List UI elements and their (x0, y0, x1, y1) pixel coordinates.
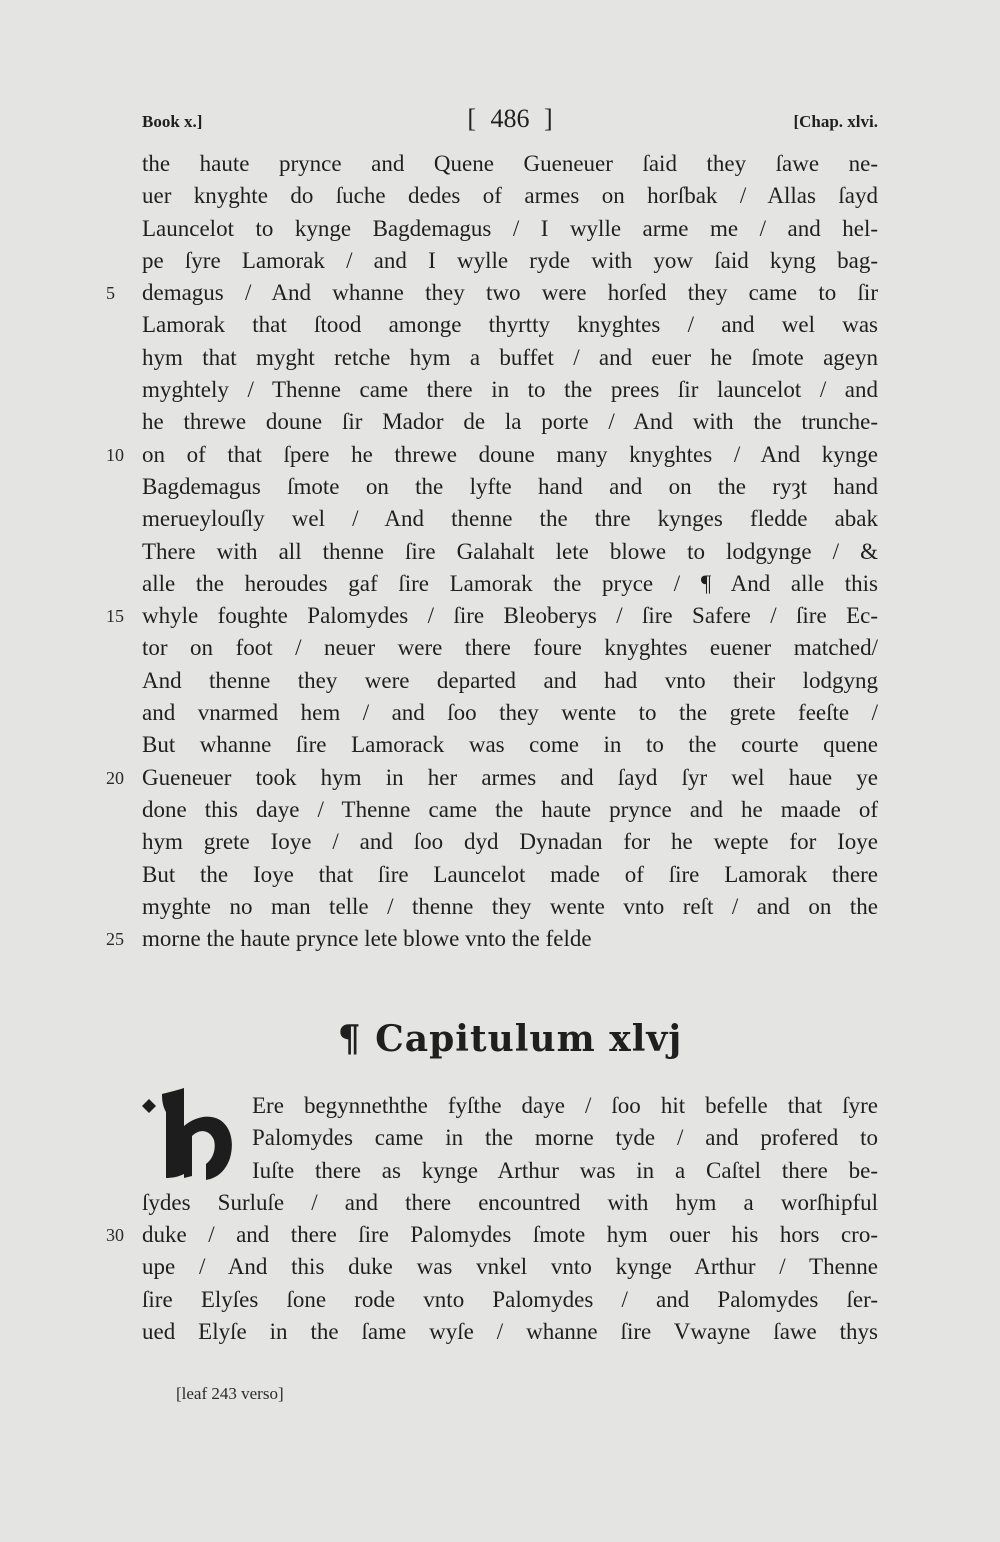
line-text: done this daye / Thenne came the haute prynce and he maade of (142, 796, 878, 822)
text-line (142, 632, 878, 664)
line-text: myghte no man telle / thenne they wente vnto reſt / and on the (142, 893, 878, 919)
text-line (142, 826, 878, 858)
text-line (142, 729, 878, 761)
text-line (142, 794, 878, 826)
line-text: merueylouſly wel / And thenne the thre kynges fledde abak (142, 506, 878, 532)
text-line (106, 277, 878, 309)
line-text: But the Ioye that ſire Launcelot made of ſire Lamorak there (142, 861, 878, 887)
text-line (142, 148, 878, 180)
text-line (142, 665, 878, 697)
text-line (106, 439, 878, 471)
line-text: There with all thenne ſire Galahalt lete blowe to lodgynge / & (142, 538, 878, 564)
line-number: 30 (106, 1225, 124, 1246)
page-number: [ 486 ] (467, 104, 553, 133)
line-number: 25 (106, 929, 124, 950)
text-line (142, 697, 878, 729)
text-line (142, 1251, 878, 1283)
line-text: morne the haute prynce lete blowe vnto the felde (142, 926, 592, 952)
line-text: he threwe doune ſir Mador de la porte / And with the trunche- (142, 409, 878, 435)
leaf-note: [leaf 243 verso] (176, 1384, 284, 1403)
line-text: ued Elyſe in the ſame wyſe / whanne ſire Vwayne ſawe thys (142, 1319, 878, 1345)
line-text: and vnarmed hem / and ſoo they wente to the grete feeſte / (142, 700, 878, 726)
line-text: hym grete Ioye / and ſoo dyd Dynadan for he wepte for Ioye (142, 829, 878, 855)
line-number: 10 (106, 444, 124, 465)
text-line (252, 1155, 878, 1187)
text-line (142, 503, 878, 535)
line-text: Ere begynneththe fyſthe daye / ſoo hit befelle that ſyre (252, 1093, 878, 1118)
text-line (106, 600, 878, 632)
book-label: Book x.] (142, 112, 203, 131)
line-text: Lamorak that ſtood amonge thyrtty knyghtes / and wel was (142, 312, 878, 338)
text-line (142, 406, 878, 438)
line-text: uer knyghte do ſuche dedes of armes on horſbak / Allas ſayd (142, 183, 878, 209)
text-line (252, 1122, 878, 1154)
line-text: hym that myght retche hym a buffet / and euer he ſmote ageyn (142, 344, 878, 370)
text-line (142, 213, 878, 245)
line-text: Gueneuer took hym in her armes and ſayd ſyr wel haue ye (142, 764, 878, 790)
line-text: ſydes Surluſe / and there encountred with hym a worſhipful (142, 1189, 878, 1215)
text-block-chapter (106, 1090, 878, 1348)
line-text: the haute prynce and Quene Gueneuer ſaid they ſawe ne- (142, 151, 878, 176)
text-line (252, 1090, 878, 1122)
line-number: 15 (106, 606, 124, 627)
text-line (142, 342, 878, 374)
line-text: upe / And this duke was vnkel vnto kynge Arthur / Thenne (142, 1254, 878, 1280)
text-line (142, 374, 878, 406)
text-line (106, 1219, 878, 1251)
line-text: pe ſyre Lamorak / and I wylle ryde with yow ſaid kyng bag- (142, 247, 878, 273)
text-line (106, 923, 878, 955)
line-text: Launcelot to kynge Bagdemagus / I wylle arme me / and hel- (142, 215, 878, 241)
text-line (142, 536, 878, 568)
line-text: Bagdemagus ſmote on the lyfte hand and on the ryȝt hand (142, 473, 878, 499)
line-text: duke / and there ſire Palomydes ſmote hym ouer his hors cro- (142, 1222, 878, 1248)
line-text: myghtely / Thenne came there in to the prees ſir launcelot / and (142, 377, 878, 403)
line-text: But whanne ſire Lamorack was come in to the courte quene (142, 732, 878, 758)
text-line (142, 568, 878, 600)
chapter-heading: ¶ Capitulum xlvj (337, 1018, 683, 1060)
text-block-main (106, 148, 878, 955)
line-text: Palomydes came in the morne tyde / and profered to (252, 1125, 878, 1151)
text-line (142, 309, 878, 341)
line-text: Iuſte there as kynge Arthur was in a Caſtel there be- (252, 1157, 878, 1183)
line-number: 20 (106, 767, 124, 788)
text-line (142, 245, 878, 277)
svg-text:H: H (184, 1145, 186, 1147)
running-header (142, 104, 878, 138)
text-line (142, 859, 878, 891)
line-text: And thenne they were departed and had vnto their lodgyng (142, 667, 878, 693)
chapter-label: [Chap. xlvi. (793, 112, 878, 131)
text-line (142, 471, 878, 503)
text-line (142, 891, 878, 923)
text-line (142, 1187, 878, 1219)
text-line (142, 180, 878, 212)
text-line (142, 1316, 878, 1348)
line-number: 5 (106, 283, 115, 304)
text-line (106, 762, 878, 794)
line-text: on of that ſpere he threwe doune many knyghtes / And kynge (142, 441, 878, 467)
line-text: whyle foughte Palomydes / ſire Bleoberys / ſire Safere / ſire Ec- (142, 603, 878, 629)
line-text: demagus / And whanne they two were horſed they came to ſir (142, 280, 878, 306)
text-line (142, 1284, 878, 1316)
line-text: ſire Elyſes ſone rode vnto Palomydes / and Palomydes ſer- (142, 1286, 878, 1312)
line-text: alle the heroudes gaf ſire Lamorak the pryce / ¶ And alle this (142, 570, 878, 596)
line-text: tor on foot / neuer were there foure knyghtes euener matched/ (142, 635, 878, 661)
